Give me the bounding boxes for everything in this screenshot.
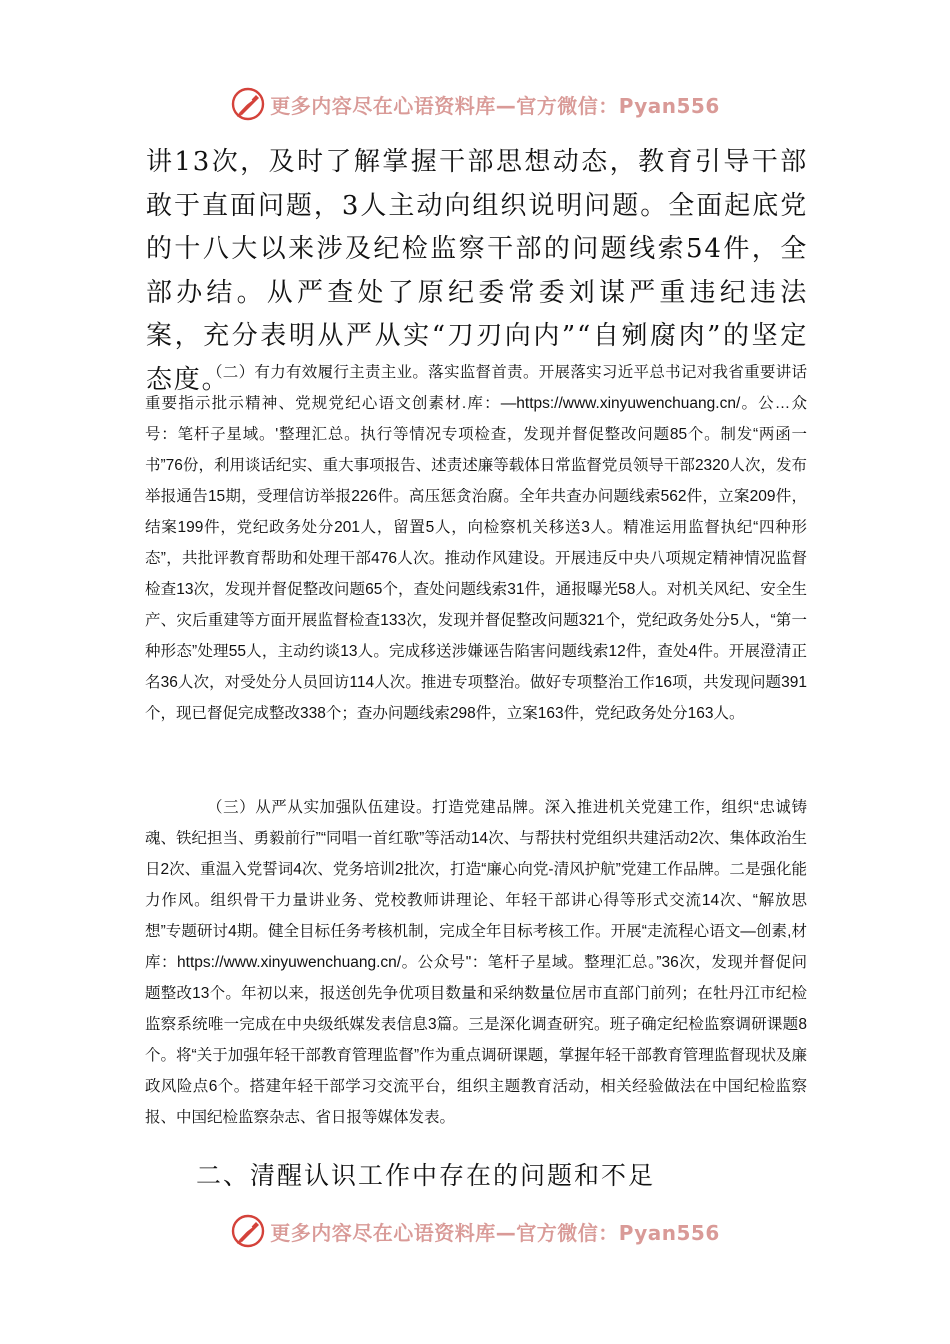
- watermark-banner-text: 更多内容尽在心语资料库—官方微信：Pyan556: [270, 1220, 720, 1245]
- body-paragraph-3: （三）从严从实加强队伍建设。打造党建品牌。深入推进机关党建工作，组织“忠诚铸魂、铁纪担当、勇毅前行”“同唱一首红歌”等活动14次、与帮扶村党组织共建活动2次、集体政治生日2次、重温入党誓词4次、党务培训2批次，打造“廉心向党-清风护航”党建工作品牌。二是强化能力作风。组织骨干力量讲业务、党校教师讲理论、年轻干部讲心得等形式交流14次、“解放思想”专题研讨4期。健全目标任务考核机制，完成全年目标考核工作。开展“走流程心语文—创素,材库：https://www.xinyuwenchuang.cn/。公众号"：笔杆子星域。整理汇总。”36次，发现并督促问题整改13个。年初以来，报送创先争优项目数量和采纳数量位居市直部门前列；在牡丹江市纪检监察系统唯一完成在中央级纸媒发表信息3篇。三是深化调查研究。班子确定纪检监察调研课题8个。将“关于加强年轻干部教育管理监督”作为重点调研课题，掌握年轻干部教育管理监督现状及廉政风险点6个。搭建年轻干部学习交流平台，组织主题教育活动，相关经验做法在中国纪检监察报、中国纪检监察杂志、省日报等媒体发表。: [145, 799, 807, 1126]
- body-paragraph-1: 讲13次，及时了解掌握干部思想动态，教育引导干部敢于直面问题，3人主动向组织说明问题。全面起底党的十八大以来涉及纪检监察干部的问题线索54件，全部办结。从严查处了原纪委常委刘谋严重违纪违法案，充分表明从严从实“刀刃向内”“自剜腐肉”的坚定态度。: [146, 147, 808, 395]
- body-paragraph-2: （二）有力有效履行主责主业。落实监督首责。开展落实习近平总书记对我省重要讲话重要指示批示精神、党规党纪心语文创素材.库：—https://www.xinyuwenchuang.cn/。公…众号：笔杆子星域。'整理汇总。执行等情况专项检查，发现并督促整改问题85个。制发“两函一书”76份，利用谈话纪实、重大事项报告、述责述廉等载体日常监督党员领导干部2320人次，发布举报通告15期，受理信访举报226件。高压惩贪治腐。全年共查办问题线索562件，立案209件，结案199件，党纪政务处分201人，留置5人，向检察机关移送3人。精准运用监督执纪“四种形态”，共批评教育帮助和处理干部476人次。推动作风建设。开展违反中央八项规定精神情况监督检查13次，发现并督促整改问题65个，查处问题线索31件，通报曝光58人。对机关风纪、安全生产、灾后重建等方面开展监督检查133次，发现并督促整改问题321个，党纪政务处分5人，“第一种形态”处理55人，主动约谈13人。完成移送涉嫌诬告陷害问题线索12件，查处4件。开展澄清正名36人次，对受处分人员回访114人次。推进专项整治。做好专项整治工作16项，共发现问题391个，现已督促完成整改338个；查办问题线索298件，立案163件，党纪政务处分163人。: [145, 364, 807, 722]
- quill-pen-logo-icon: [230, 86, 266, 122]
- quill-pen-logo-icon: [230, 1213, 266, 1249]
- watermark-banner-bottom: [0, 1211, 950, 1251]
- watermark-banner-top: [0, 84, 950, 124]
- watermark-banner-text: 更多内容尽在心语资料库—官方微信：Pyan556: [270, 93, 720, 118]
- section-heading-2: 二、清醒认识工作中存在的问题和不足: [196, 1161, 656, 1190]
